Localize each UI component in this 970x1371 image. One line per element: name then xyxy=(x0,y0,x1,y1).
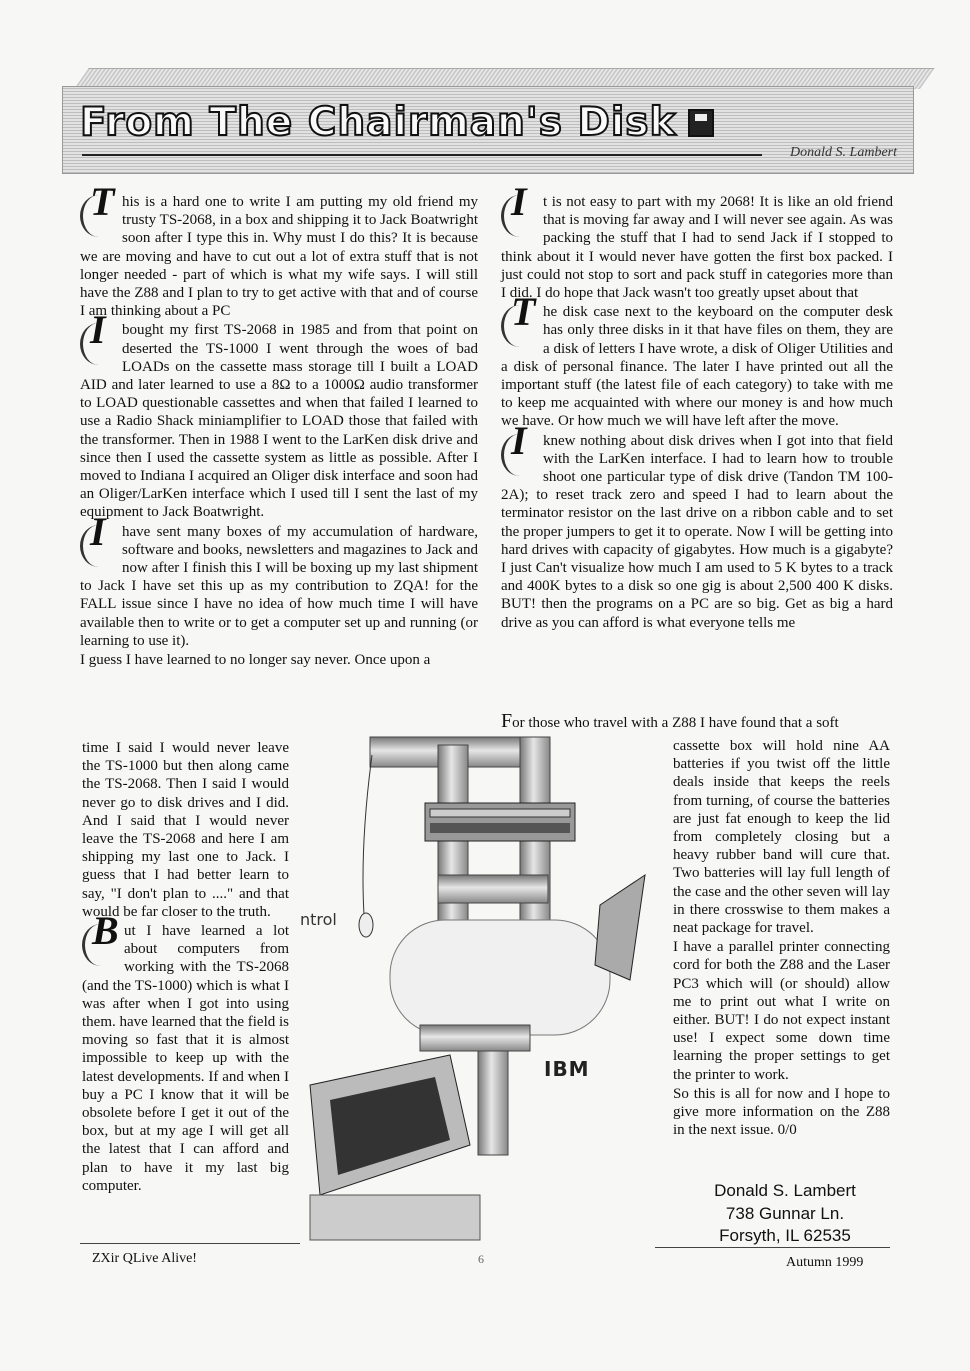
page-title-text: From The Chairman's Disk xyxy=(80,100,677,145)
paragraph-r5: I have a parallel printer connecting cord for both the Z88 and the Laser PC3 which will (or should) allow me to print out what I write on either. BUT! I do not expect instant use! I expect some down time learning the proper settings to get the printer to work. xyxy=(673,939,890,1083)
address-city: Forsyth, IL 62535 xyxy=(719,1226,851,1245)
clipped-caption: ntrol xyxy=(300,910,337,929)
paragraph-r2: T he disk case next to the keyboard on the computer desk has only three disks in it that have files on them, they are a disk of letters I have wrote, a disk of Oliger Utilities and a disk of personal finance. The later I have printed out all the important stuff (the latest file of each category) to take with me to keep me acquainted with where our money is and how much we have. Or how much we will have left after the move. xyxy=(501,289,893,430)
footer-rule-right xyxy=(655,1247,890,1248)
right-column xyxy=(501,179,893,633)
drop-cap: T xyxy=(501,305,537,349)
address-street: 738 Gunnar Ln. xyxy=(725,1203,845,1223)
paragraph-4-cont: time I said I would never leave the TS-1000 but then along came the TS-2068. Then I said I would never go to disk drives and I did. And I said that I would never leave the TS-2068 and here I am shipping my last one to Jack. I guess that I had better learn to say, "I don't plan to ...." and that would be far closer to the truth. xyxy=(82,740,289,920)
paragraph-3: I have sent many boxes of my accumulation of hardware, software and books, newsletters and magazines to Jack and now after I finish this I will be boxing up my last shipment to Jack I have set this up as my contribution to ZQA! for the FALL issue since I have no idea of how much time I will have available then to write or to get a computer set up and running (or learning to use it). xyxy=(80,508,478,649)
header-banner xyxy=(62,60,917,178)
title-underline xyxy=(82,154,762,156)
paragraph-1: T his is a hard one to write I am putting my old friend my trusty TS-2068, in a box and shipping it to Jack Boatwright soon after I type this in. Why must I do this? It is because we are moving and have to cut out a lot of extra stuff that is not longer needed - part of which is what my wife says. I will still have the Z88 and I plan to try to get active with that and of course I am thinking about a PC xyxy=(80,179,478,320)
computer-illustration xyxy=(300,725,680,1245)
paragraph-r4-first-line: or those who travel with a Z88 I have found that a soft xyxy=(512,715,839,731)
drop-cap: T xyxy=(80,195,116,239)
footer-publication: ZXir QLive Alive! xyxy=(92,1251,197,1266)
page-number: 6 xyxy=(478,1252,484,1266)
pipe-computer-drawing xyxy=(300,725,680,1245)
footer-rule-left xyxy=(80,1243,300,1244)
left-column-narrow xyxy=(82,739,289,1196)
left-column xyxy=(80,179,478,670)
address-name: Donald S. Lambert xyxy=(714,1181,856,1200)
drop-cap: I xyxy=(80,525,116,569)
large-initial: F xyxy=(501,710,513,732)
paragraph-2: I bought my first TS-2068 in 1985 and from that point on deserted the TS-1000 I went through the woes of bad LOADs on the cassette mass storage till I built a LOAD AID and later learned to use a 8Ω to a 1000Ω audio transformer to LOAD questionable cassettes and when that failed I learned to use a Radio Shack miniamplifier to LOAD those that failed with the transformer. Then in 1988 I went to the LarKen disk drive and since then I used the cassette system as little as possible. After I moved to Indiana I acquired an Oliger disk interface and soon had an Oliger/LarKen interface which I used till I sent the last of my equipment to Jack Boatwright. xyxy=(80,307,478,521)
paragraph-5: B ut I have learned a lot about computers from working with the TS-2068 (and the TS-1000) which is what I was after when I got into using them. have learned that the field is moving so fast that it is almost impossible to keep up with the latest developments. If and when I buy a PC I know that it will be obsolete before I get it out of the box, but at my age I will get all the latest that I can afford and plan to have it my last big computer. xyxy=(82,908,290,1194)
paragraph-r6: So this is all for now and I hope to give more information on the Z88 in the next issue. 0/0 xyxy=(673,1085,890,1139)
drop-cap: I xyxy=(501,434,537,478)
byline: Donald S. Lambert xyxy=(790,145,897,160)
paragraph-4-start: I guess I have learned to no longer say never. Once upon a xyxy=(80,652,431,669)
paragraph-r4-cont: cassette box will hold nine AA batteries if you twist off the little deals inside that keeps the reels from turning, of course the batteries are just fat enough to keep the lid from completely closing but a heavy rubber band will cure that. Two batteries will lay full length of the case and the other seven will lay in there crosswise to them makes a neat package for travel. xyxy=(673,738,891,937)
paragraph-r1: I t is not easy to part with my 2068! It is like an old friend that is moving far away and I will never see again. As was packing the stuff that I had to send Jack if I stopped to think about it I would never have gotten the first box packed. I just could not stop to sort and pack stuff in categories more than I did. I do hope that Jack wasn't too greatly upset about that xyxy=(501,179,893,302)
floppy-disk-icon xyxy=(688,109,714,137)
author-address xyxy=(660,1180,910,1248)
drop-cap: I xyxy=(501,195,537,239)
footer-issue: Autumn 1999 xyxy=(786,1255,864,1270)
ibm-logo: IBM xyxy=(544,1057,590,1081)
paragraph-r3: I knew nothing about disk drives when I got into that field with the LarKen interface. I had to learn how to trouble shoot one particular type of disk drive (Tandon TM 100-2A); to reset track zero and speed I had to learn about the terminator resistor on the last drive on a ribbon cable and to set the proper jumpers to get it to operate. Now I will be getting into hard drives with capacity of gigabytes. How much is a gigabyte? I just Can't visualize how much I am used to 5 K bytes to a track and 400K bytes to a disk so one gig is about 2,500 400 K disks. BUT! then the programs on a PC are so big. Get as big a hard drive as you can afford is what everyone tells me xyxy=(501,417,893,631)
page-title xyxy=(80,100,714,145)
right-column-narrow xyxy=(673,737,890,1140)
drop-cap: I xyxy=(80,323,116,367)
drop-cap: B xyxy=(82,924,118,968)
